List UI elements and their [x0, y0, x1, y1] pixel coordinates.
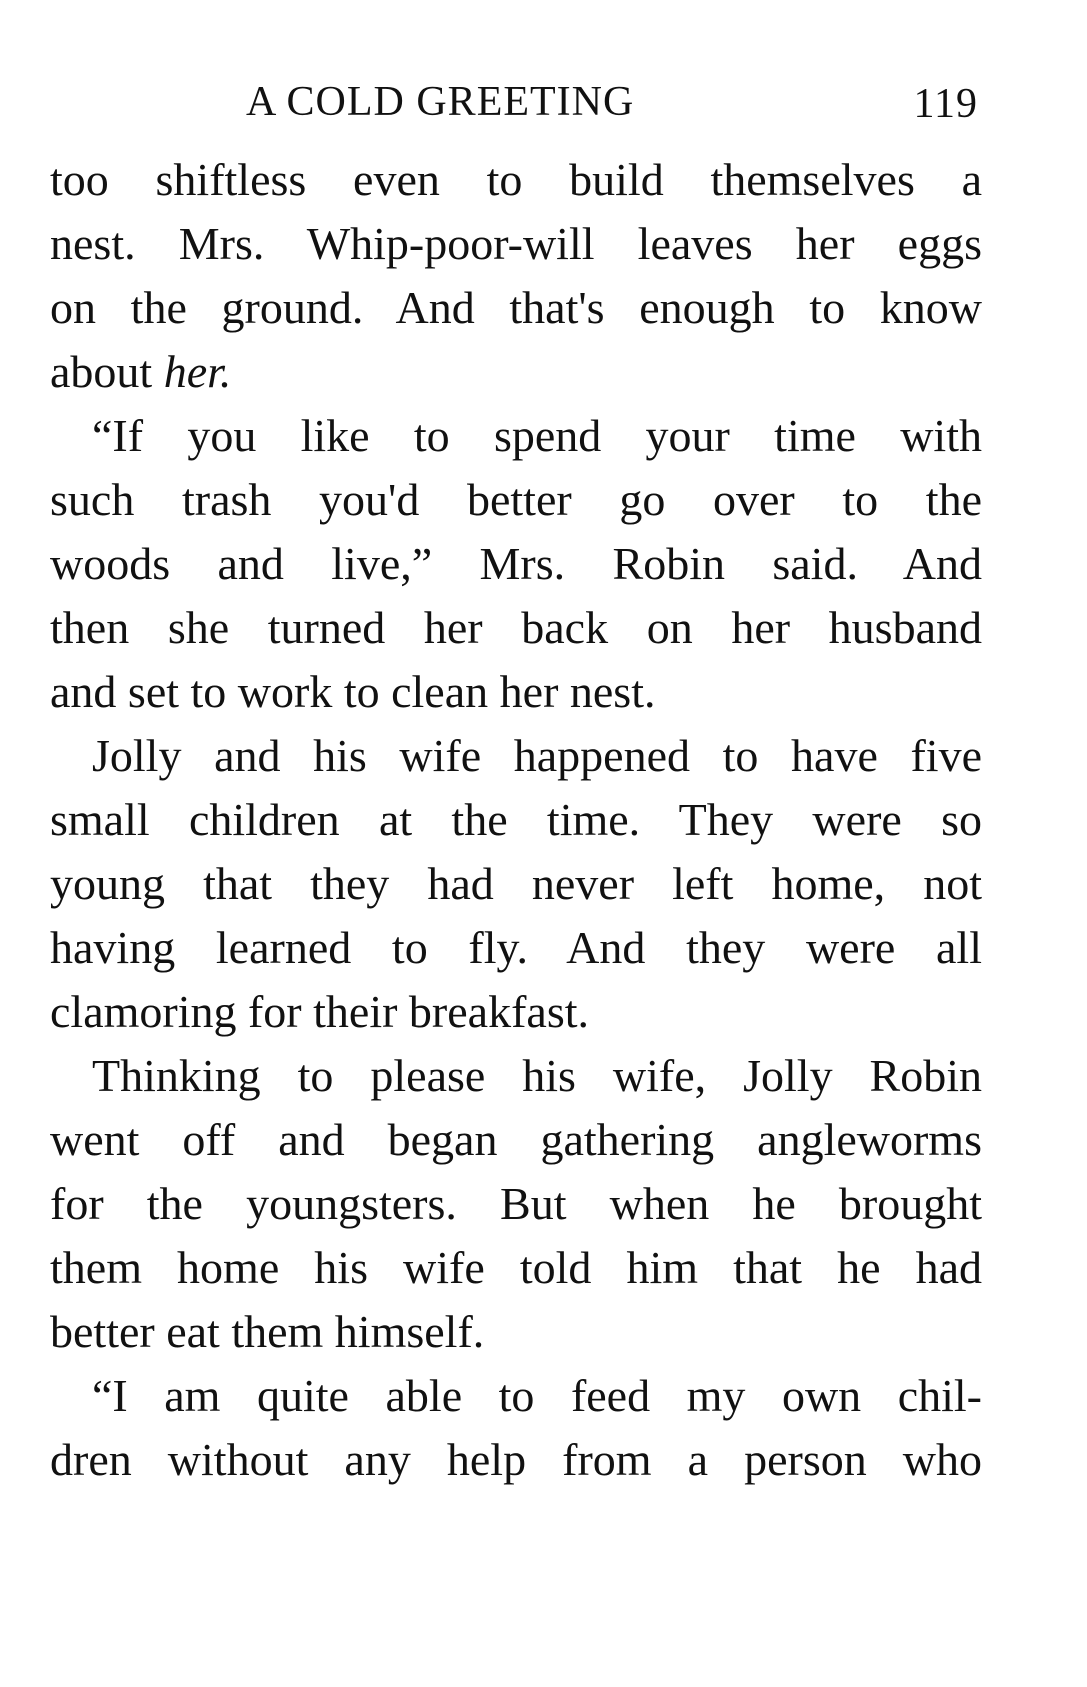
- text-line: and set to work to clean her nest.: [50, 666, 656, 717]
- running-header: [50, 70, 982, 130]
- text-line: woods and live,” Mrs. Robin said. And: [50, 538, 982, 589]
- text-line: then she turned her back on her husband: [50, 602, 982, 653]
- text-fragment: about: [50, 346, 164, 397]
- text-line: for the youngsters. But when he brought: [50, 1178, 982, 1229]
- chapter-title: A COLD GREETING: [246, 79, 635, 125]
- text-line: Jolly and his wife happened to have five: [92, 730, 982, 781]
- text-line: [50, 340, 982, 404]
- text-line: them home his wife told him that he had: [50, 1242, 982, 1293]
- text-line: young that they had never left home, not: [50, 858, 982, 909]
- text-line: too shiftless even to build themselves a: [50, 154, 982, 205]
- text-line: “I am quite able to feed my own chil-: [92, 1370, 982, 1421]
- text-line: clamoring for their breakfast.: [50, 986, 589, 1037]
- text-line: such trash you'd better go over to the: [50, 474, 982, 525]
- text-line: went off and began gathering angleworms: [50, 1114, 982, 1165]
- text-line: “If you like to spend your time with: [92, 410, 982, 461]
- text-line: Thinking to please his wife, Jolly Robin: [92, 1050, 982, 1101]
- emphasis-text: her.: [163, 346, 232, 397]
- body-text: [50, 148, 982, 1492]
- text-line: on the ground. And that's enough to know: [50, 282, 982, 333]
- book-page: [50, 70, 982, 1492]
- text-line: better eat them himself.: [50, 1306, 485, 1357]
- text-line: small children at the time. They were so: [50, 794, 982, 845]
- text-line: nest. Mrs. Whip-poor-will leaves her eggs: [50, 218, 982, 269]
- text-line: having learned to fly. And they were all: [50, 922, 982, 973]
- page-number: 119: [913, 81, 978, 127]
- text-line: dren without any help from a person who: [50, 1434, 982, 1485]
